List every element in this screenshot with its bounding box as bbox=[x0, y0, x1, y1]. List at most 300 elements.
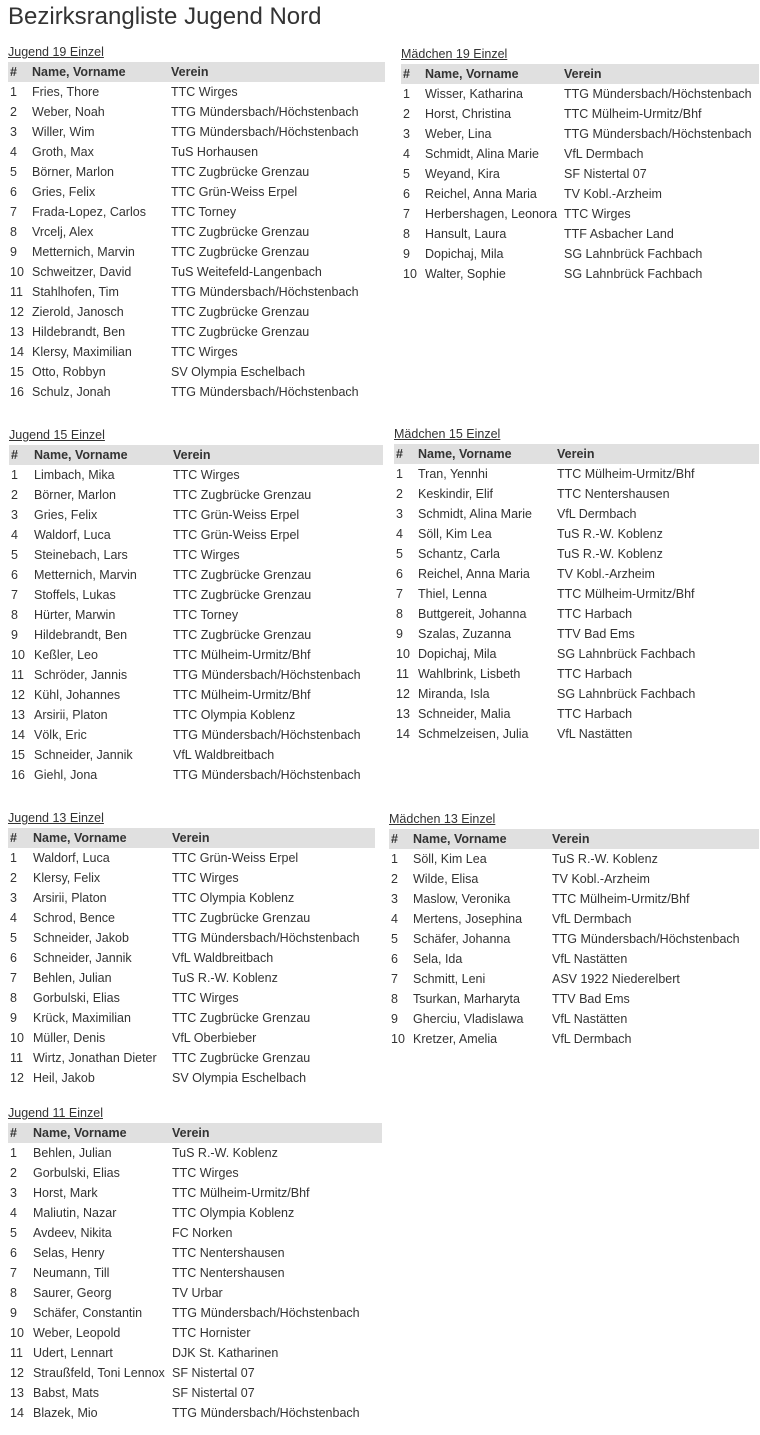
club-cell: TTC Grün-Weiss Erpel bbox=[171, 185, 298, 199]
rank-cell: 1 bbox=[10, 85, 17, 99]
club-cell: SG Lahnbrück Fachbach bbox=[564, 267, 703, 281]
club-cell: TTC Harbach bbox=[557, 707, 633, 721]
name-cell: Mertens, Josephina bbox=[413, 912, 523, 926]
club-cell: TTG Mündersbach/Höchstenbach bbox=[171, 285, 359, 299]
table-row bbox=[9, 485, 383, 505]
name-cell: Börner, Marlon bbox=[34, 488, 116, 502]
rank-cell: 1 bbox=[11, 468, 18, 482]
section-jugend-19 bbox=[8, 42, 385, 402]
club-cell: TTC Zugbrücke Grenzau bbox=[172, 911, 311, 925]
table-row bbox=[8, 1283, 382, 1303]
rank-cell: 14 bbox=[396, 727, 410, 741]
name-cell: Dopichaj, Mila bbox=[418, 647, 497, 661]
name-cell: Otto, Robbyn bbox=[32, 365, 106, 379]
table-row bbox=[394, 504, 759, 524]
name-cell: Stoffels, Lukas bbox=[34, 588, 116, 602]
club-cell: TuS R.-W. Koblenz bbox=[557, 527, 663, 541]
club-cell: TTC Mülheim-Urmitz/Bhf bbox=[552, 892, 690, 906]
table-row bbox=[8, 1203, 382, 1223]
rank-cell: 8 bbox=[391, 992, 398, 1006]
name-column-header: Name, Vorname bbox=[31, 1123, 170, 1143]
name-cell: Saurer, Georg bbox=[33, 1286, 112, 1300]
table-row bbox=[9, 565, 383, 585]
name-cell: Wahlbrink, Lisbeth bbox=[418, 667, 521, 681]
rank-cell: 5 bbox=[403, 167, 410, 181]
club-cell: VfL Nastätten bbox=[552, 952, 628, 966]
name-cell: Schrod, Bence bbox=[33, 911, 115, 925]
rank-cell: 7 bbox=[396, 587, 403, 601]
rank-column-header: # bbox=[389, 829, 411, 849]
rank-cell: 13 bbox=[10, 1386, 24, 1400]
rank-cell: 3 bbox=[10, 1186, 17, 1200]
table-header-row bbox=[394, 444, 759, 464]
club-cell: FC Norken bbox=[172, 1226, 233, 1240]
club-cell: TTC Zugbrücke Grenzau bbox=[171, 305, 310, 319]
ranking-table bbox=[389, 829, 759, 1049]
rank-cell: 9 bbox=[391, 1012, 398, 1026]
name-cell: Behlen, Julian bbox=[33, 971, 112, 985]
rank-cell: 5 bbox=[10, 931, 17, 945]
name-cell: Kretzer, Amelia bbox=[413, 1032, 498, 1046]
name-cell: Arsirii, Platon bbox=[33, 891, 107, 905]
name-cell: Willer, Wim bbox=[32, 125, 95, 139]
name-cell: Herbershagen, Leonora bbox=[425, 207, 558, 221]
name-cell: Weyand, Kira bbox=[425, 167, 500, 181]
ranking-table bbox=[8, 1123, 382, 1423]
name-cell: Wirtz, Jonathan Dieter bbox=[33, 1051, 157, 1065]
rank-cell: 6 bbox=[11, 568, 18, 582]
table-row bbox=[8, 102, 385, 122]
club-cell: TTC Mülheim-Urmitz/Bhf bbox=[557, 467, 695, 481]
table-row bbox=[401, 104, 759, 124]
club-cell: TV Kobl.-Arzheim bbox=[564, 187, 662, 201]
rank-cell: 6 bbox=[403, 187, 410, 201]
name-cell: Klersy, Felix bbox=[33, 871, 101, 885]
name-column-header: Name, Vorname bbox=[416, 444, 555, 464]
table-row bbox=[8, 1223, 382, 1243]
table-row bbox=[389, 949, 759, 969]
name-cell: Dopichaj, Mila bbox=[425, 247, 504, 261]
rank-column-header: # bbox=[9, 445, 32, 465]
club-cell: TTC Wirges bbox=[171, 85, 238, 99]
club-cell: TTC Wirges bbox=[172, 871, 239, 885]
rank-cell: 10 bbox=[10, 1326, 24, 1340]
name-cell: Maliutin, Nazar bbox=[33, 1206, 117, 1220]
table-row bbox=[401, 244, 759, 264]
rank-column-header: # bbox=[394, 444, 416, 464]
club-cell: TTC Olympia Koblenz bbox=[172, 1206, 295, 1220]
rank-cell: 1 bbox=[10, 851, 17, 865]
ranking-table bbox=[9, 445, 383, 785]
club-cell: SV Olympia Eschelbach bbox=[171, 365, 306, 379]
rank-cell: 8 bbox=[403, 227, 410, 241]
name-cell: Walter, Sophie bbox=[425, 267, 506, 281]
club-cell: TTG Mündersbach/Höchstenbach bbox=[172, 1306, 360, 1320]
club-cell: TTC Harbach bbox=[557, 667, 633, 681]
table-row bbox=[9, 745, 383, 765]
name-cell: Miranda, Isla bbox=[418, 687, 490, 701]
name-cell: Hildebrandt, Ben bbox=[34, 628, 128, 642]
rank-cell: 11 bbox=[10, 285, 23, 299]
club-cell: TV Urbar bbox=[172, 1286, 223, 1300]
name-cell: Metternich, Marvin bbox=[32, 245, 135, 259]
table-row bbox=[8, 1383, 382, 1403]
table-header-row bbox=[8, 828, 375, 848]
club-cell: TTG Mündersbach/Höchstenbach bbox=[173, 768, 361, 782]
table-row bbox=[9, 525, 383, 545]
table-row bbox=[8, 1363, 382, 1383]
table-header-row bbox=[8, 62, 385, 82]
table-row bbox=[8, 322, 385, 342]
table-row bbox=[8, 242, 385, 262]
rank-cell: 5 bbox=[11, 548, 18, 562]
name-cell: Tran, Yennhi bbox=[418, 467, 488, 481]
table-row bbox=[8, 162, 385, 182]
name-column-header: Name, Vorname bbox=[31, 828, 170, 848]
table-row bbox=[389, 969, 759, 989]
table-row bbox=[389, 889, 759, 909]
section-title: Jugend 13 Einzel bbox=[8, 811, 104, 825]
section-jugend-15 bbox=[9, 425, 383, 785]
table-row bbox=[394, 724, 759, 744]
name-cell: Waldorf, Luca bbox=[33, 851, 110, 865]
table-row bbox=[394, 484, 759, 504]
rank-cell: 11 bbox=[396, 667, 409, 681]
rank-cell: 6 bbox=[396, 567, 403, 581]
name-cell: Waldorf, Luca bbox=[34, 528, 111, 542]
name-cell: Schäfer, Constantin bbox=[33, 1306, 143, 1320]
name-cell: Schneider, Jakob bbox=[33, 931, 129, 945]
table-row bbox=[8, 928, 375, 948]
table-row bbox=[8, 1143, 382, 1163]
name-cell: Schulz, Jonah bbox=[32, 385, 111, 399]
name-cell: Gries, Felix bbox=[32, 185, 96, 199]
club-cell: TTC Wirges bbox=[172, 1166, 239, 1180]
name-cell: Gorbulski, Elias bbox=[33, 991, 120, 1005]
club-cell: TTC Olympia Koblenz bbox=[173, 708, 296, 722]
table-row bbox=[8, 202, 385, 222]
name-cell: Keßler, Leo bbox=[34, 648, 98, 662]
name-cell: Steinebach, Lars bbox=[34, 548, 128, 562]
club-cell: TTG Mündersbach/Höchstenbach bbox=[173, 668, 361, 682]
club-cell: VfL Waldbreitbach bbox=[173, 748, 275, 762]
section-title: Mädchen 13 Einzel bbox=[389, 812, 496, 826]
rank-cell: 4 bbox=[10, 145, 17, 159]
table-row bbox=[8, 968, 375, 988]
section-jugend-11 bbox=[8, 1103, 382, 1423]
section-title: Jugend 15 Einzel bbox=[9, 428, 105, 442]
name-cell: Schneider, Jannik bbox=[33, 951, 132, 965]
rank-column-header: # bbox=[8, 1123, 31, 1143]
club-cell: TTC Zugbrücke Grenzau bbox=[173, 568, 312, 582]
rank-cell: 5 bbox=[10, 165, 17, 179]
name-cell: Hildebrandt, Ben bbox=[32, 325, 126, 339]
rank-cell: 6 bbox=[10, 951, 17, 965]
name-cell: Stahlhofen, Tim bbox=[32, 285, 119, 299]
table-row bbox=[8, 848, 375, 868]
name-cell: Avdeev, Nikita bbox=[33, 1226, 112, 1240]
rank-cell: 7 bbox=[10, 205, 17, 219]
section-maedchen-19 bbox=[401, 44, 759, 284]
name-cell: Wisser, Katharina bbox=[425, 87, 523, 101]
table-header-row bbox=[8, 1123, 382, 1143]
rank-cell: 7 bbox=[11, 588, 18, 602]
club-cell: SV Olympia Eschelbach bbox=[172, 1071, 307, 1085]
rank-cell: 15 bbox=[10, 365, 24, 379]
table-header-row bbox=[389, 829, 759, 849]
ranking-table bbox=[394, 444, 759, 744]
table-row bbox=[8, 888, 375, 908]
table-row bbox=[8, 1183, 382, 1203]
table-row bbox=[389, 869, 759, 889]
rank-cell: 8 bbox=[10, 991, 17, 1005]
table-row bbox=[394, 664, 759, 684]
rank-cell: 9 bbox=[10, 1011, 17, 1025]
club-cell: SF Nistertal 07 bbox=[172, 1386, 255, 1400]
club-cell: TTC Mülheim-Urmitz/Bhf bbox=[173, 648, 311, 662]
table-row bbox=[389, 909, 759, 929]
club-cell: TTC Zugbrücke Grenzau bbox=[173, 628, 312, 642]
table-row bbox=[394, 584, 759, 604]
name-cell: Schneider, Jannik bbox=[34, 748, 133, 762]
rank-cell: 4 bbox=[10, 911, 17, 925]
name-cell: Schäfer, Johanna bbox=[413, 932, 511, 946]
club-cell: TTG Mündersbach/Höchstenbach bbox=[564, 87, 752, 101]
ranking-table bbox=[8, 828, 375, 1088]
table-row bbox=[401, 184, 759, 204]
name-cell: Gorbulski, Elias bbox=[33, 1166, 120, 1180]
name-cell: Vrcelj, Alex bbox=[32, 225, 94, 239]
rank-cell: 13 bbox=[11, 708, 25, 722]
table-row bbox=[8, 382, 385, 402]
table-row bbox=[394, 524, 759, 544]
page-title: Bezirksrangliste Jugend Nord bbox=[8, 3, 322, 30]
table-row bbox=[9, 605, 383, 625]
club-cell: TTC Zugbrücke Grenzau bbox=[171, 325, 310, 339]
name-cell: Klersy, Maximilian bbox=[32, 345, 132, 359]
name-cell: Blazek, Mio bbox=[33, 1406, 98, 1420]
rank-column-header: # bbox=[401, 64, 423, 84]
name-cell: Wilde, Elisa bbox=[413, 872, 479, 886]
name-cell: Behlen, Julian bbox=[33, 1146, 112, 1160]
rank-cell: 12 bbox=[10, 305, 24, 319]
table-row bbox=[9, 765, 383, 785]
name-cell: Schmelzeisen, Julia bbox=[418, 727, 529, 741]
rank-cell: 5 bbox=[391, 932, 398, 946]
table-row bbox=[8, 1403, 382, 1423]
club-cell: TTG Mündersbach/Höchstenbach bbox=[564, 127, 752, 141]
club-cell: TTC Wirges bbox=[171, 345, 238, 359]
rank-cell: 8 bbox=[11, 608, 18, 622]
club-cell: TTG Mündersbach/Höchstenbach bbox=[172, 1406, 360, 1420]
table-row bbox=[9, 685, 383, 705]
club-column-header: Verein bbox=[550, 829, 759, 849]
name-cell: Neumann, Till bbox=[33, 1266, 110, 1280]
club-cell: TuS R.-W. Koblenz bbox=[172, 971, 278, 985]
table-row bbox=[8, 82, 385, 102]
club-cell: TTC Torney bbox=[171, 205, 237, 219]
name-cell: Krück, Maximilian bbox=[33, 1011, 131, 1025]
table-row bbox=[8, 908, 375, 928]
club-cell: SG Lahnbrück Fachbach bbox=[557, 647, 696, 661]
rank-cell: 10 bbox=[10, 1031, 24, 1045]
club-cell: TuS R.-W. Koblenz bbox=[172, 1146, 278, 1160]
rank-cell: 11 bbox=[11, 668, 24, 682]
club-cell: TTG Mündersbach/Höchstenbach bbox=[171, 105, 359, 119]
table-row bbox=[394, 624, 759, 644]
name-cell: Groth, Max bbox=[32, 145, 94, 159]
name-cell: Udert, Lennart bbox=[33, 1346, 113, 1360]
rank-cell: 9 bbox=[403, 247, 410, 261]
club-cell: TuS Horhausen bbox=[171, 145, 259, 159]
section-title: Jugend 11 Einzel bbox=[8, 1106, 103, 1120]
rank-cell: 13 bbox=[396, 707, 410, 721]
table-row bbox=[394, 464, 759, 484]
name-cell: Buttgereit, Johanna bbox=[418, 607, 527, 621]
name-cell: Hürter, Marwin bbox=[34, 608, 116, 622]
name-cell: Schmidt, Alina Marie bbox=[418, 507, 532, 521]
club-cell: SG Lahnbrück Fachbach bbox=[557, 687, 696, 701]
club-cell: TuS R.-W. Koblenz bbox=[557, 547, 663, 561]
club-cell: VfL Dermbach bbox=[557, 507, 637, 521]
name-cell: Söll, Kim Lea bbox=[413, 852, 487, 866]
rank-cell: 3 bbox=[396, 507, 403, 521]
club-cell: TTG Mündersbach/Höchstenbach bbox=[171, 125, 359, 139]
name-cell: Szalas, Zuzanna bbox=[418, 627, 512, 641]
club-cell: VfL Dermbach bbox=[564, 147, 644, 161]
rank-cell: 7 bbox=[403, 207, 410, 221]
name-cell: Schmitt, Leni bbox=[413, 972, 486, 986]
name-cell: Kühl, Johannes bbox=[34, 688, 121, 702]
rank-cell: 2 bbox=[11, 488, 18, 502]
table-row bbox=[9, 585, 383, 605]
rank-cell: 12 bbox=[10, 1366, 24, 1380]
name-cell: Giehl, Jona bbox=[34, 768, 98, 782]
rank-cell: 8 bbox=[10, 225, 17, 239]
club-cell: TuS Weitefeld-Langenbach bbox=[171, 265, 322, 279]
section-title: Mädchen 19 Einzel bbox=[401, 47, 508, 61]
table-row bbox=[394, 704, 759, 724]
table-row bbox=[9, 665, 383, 685]
rank-cell: 3 bbox=[10, 891, 17, 905]
club-cell: TTV Bad Ems bbox=[552, 992, 630, 1006]
table-row bbox=[9, 725, 383, 745]
rank-cell: 7 bbox=[10, 971, 17, 985]
name-cell: Keskindir, Elif bbox=[418, 487, 494, 501]
name-cell: Schneider, Malia bbox=[418, 707, 511, 721]
rank-cell: 4 bbox=[10, 1206, 17, 1220]
rank-cell: 8 bbox=[396, 607, 403, 621]
rank-cell: 3 bbox=[403, 127, 410, 141]
rank-cell: 13 bbox=[10, 325, 24, 339]
name-cell: Völk, Eric bbox=[34, 728, 87, 742]
club-cell: TTC Grün-Weiss Erpel bbox=[173, 528, 300, 542]
table-row bbox=[389, 849, 759, 869]
rank-cell: 3 bbox=[391, 892, 398, 906]
name-cell: Reichel, Anna Maria bbox=[425, 187, 537, 201]
table-row bbox=[8, 262, 385, 282]
table-row bbox=[401, 124, 759, 144]
table-row bbox=[8, 302, 385, 322]
table-row bbox=[8, 1163, 382, 1183]
rank-cell: 6 bbox=[391, 952, 398, 966]
rank-cell: 10 bbox=[396, 647, 410, 661]
table-row bbox=[8, 1343, 382, 1363]
rank-cell: 2 bbox=[396, 487, 403, 501]
name-cell: Tsurkan, Marharyta bbox=[413, 992, 520, 1006]
name-cell: Schweitzer, David bbox=[32, 265, 132, 279]
rank-cell: 2 bbox=[10, 1166, 17, 1180]
rank-cell: 14 bbox=[10, 345, 24, 359]
table-row bbox=[8, 1303, 382, 1323]
rank-cell: 2 bbox=[10, 871, 17, 885]
name-cell: Schmidt, Alina Marie bbox=[425, 147, 539, 161]
club-cell: TTC Mülheim-Urmitz/Bhf bbox=[564, 107, 702, 121]
name-cell: Babst, Mats bbox=[33, 1386, 99, 1400]
table-row bbox=[9, 545, 383, 565]
name-column-header: Name, Vorname bbox=[411, 829, 550, 849]
table-row bbox=[8, 1263, 382, 1283]
name-cell: Hansult, Laura bbox=[425, 227, 507, 241]
table-row bbox=[394, 564, 759, 584]
club-column-header: Verein bbox=[170, 1123, 382, 1143]
rank-cell: 11 bbox=[10, 1051, 23, 1065]
rank-cell: 10 bbox=[11, 648, 25, 662]
club-cell: TTC Nentershausen bbox=[172, 1266, 285, 1280]
table-row bbox=[8, 1008, 375, 1028]
table-row bbox=[8, 342, 385, 362]
rank-cell: 9 bbox=[11, 628, 18, 642]
table-row bbox=[9, 505, 383, 525]
club-cell: TTC Wirges bbox=[172, 991, 239, 1005]
club-cell: VfL Dermbach bbox=[552, 912, 632, 926]
club-cell: TTG Mündersbach/Höchstenbach bbox=[172, 931, 360, 945]
name-cell: Fries, Thore bbox=[32, 85, 100, 99]
section-jugend-13 bbox=[8, 808, 375, 1088]
rank-column-header: # bbox=[8, 828, 31, 848]
table-row bbox=[394, 604, 759, 624]
table-row bbox=[8, 282, 385, 302]
rank-cell: 4 bbox=[391, 912, 398, 926]
club-cell: TTC Nentershausen bbox=[557, 487, 670, 501]
club-cell: TV Kobl.-Arzheim bbox=[557, 567, 655, 581]
name-cell: Heil, Jakob bbox=[33, 1071, 95, 1085]
rank-cell: 5 bbox=[396, 547, 403, 561]
club-cell: TTC Wirges bbox=[173, 468, 240, 482]
name-cell: Börner, Marlon bbox=[32, 165, 114, 179]
table-row bbox=[394, 644, 759, 664]
rank-cell: 4 bbox=[403, 147, 410, 161]
club-cell: TTC Zugbrücke Grenzau bbox=[172, 1011, 311, 1025]
ranking-table bbox=[401, 64, 759, 284]
table-row bbox=[401, 84, 759, 104]
club-cell: TTC Torney bbox=[173, 608, 239, 622]
table-row bbox=[8, 948, 375, 968]
rank-cell: 1 bbox=[391, 852, 398, 866]
rank-cell: 3 bbox=[10, 125, 17, 139]
table-row bbox=[389, 929, 759, 949]
section-maedchen-13 bbox=[389, 809, 759, 1049]
table-row bbox=[9, 465, 383, 485]
club-cell: TTG Mündersbach/Höchstenbach bbox=[552, 932, 740, 946]
club-cell: TTC Nentershausen bbox=[172, 1246, 285, 1260]
table-row bbox=[389, 1009, 759, 1029]
rank-cell: 14 bbox=[10, 1406, 24, 1420]
rank-cell: 10 bbox=[391, 1032, 405, 1046]
club-cell: TTF Asbacher Land bbox=[564, 227, 674, 241]
club-cell: TTC Zugbrücke Grenzau bbox=[171, 165, 310, 179]
club-cell: TTG Mündersbach/Höchstenbach bbox=[171, 385, 359, 399]
